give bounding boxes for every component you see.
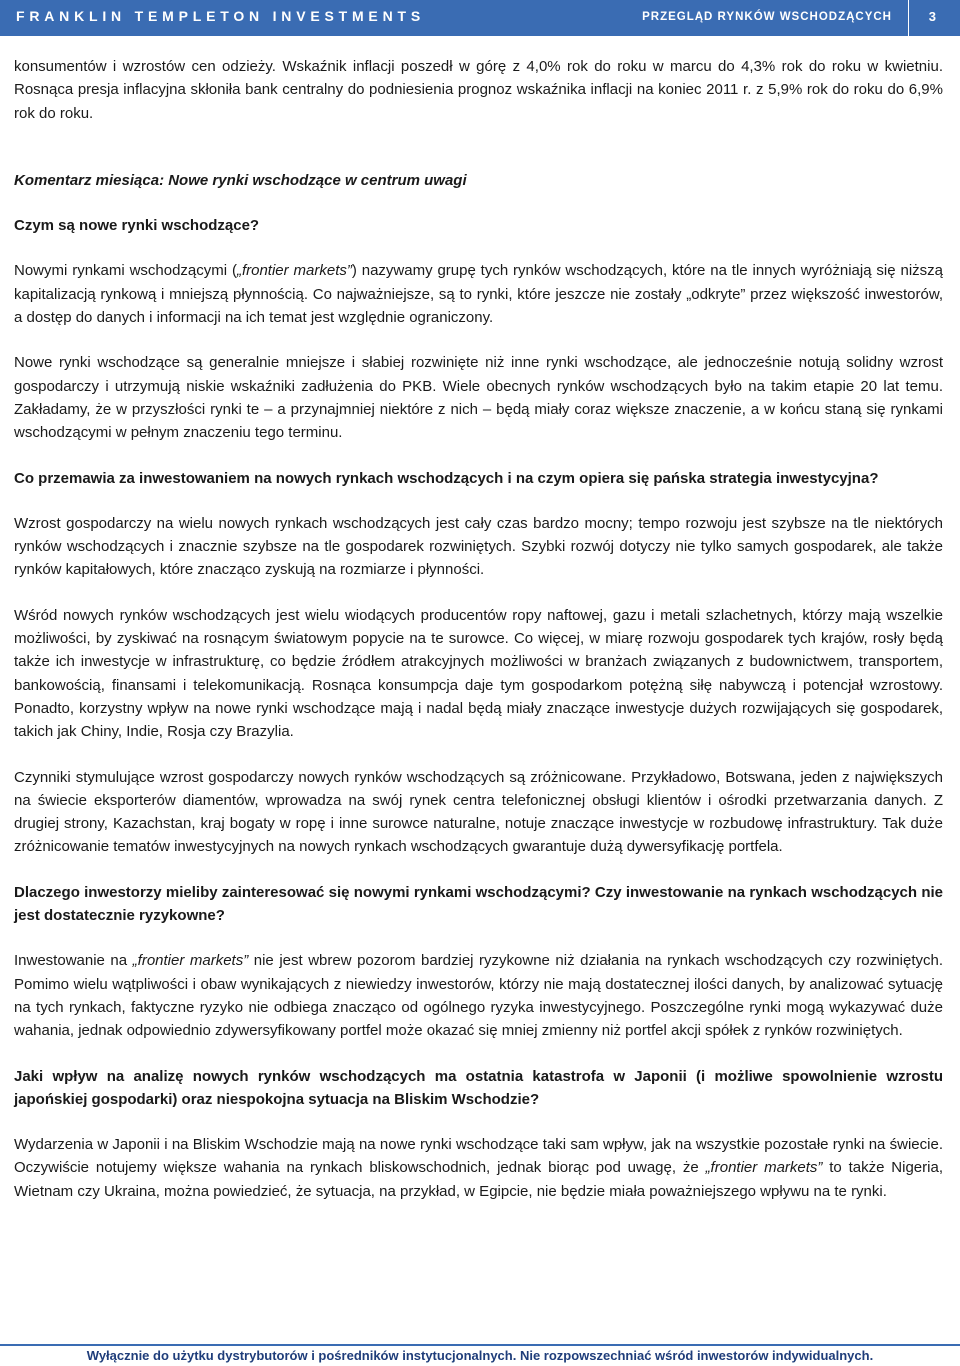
- footer-disclaimer: Wyłącznie do użytku dystrybutorów i pośredników instytucjonalnych. Nie rozpowszechniać wśród inwestorów indywidualnych.: [86, 1348, 874, 1363]
- question-4: Jaki wpływ na analizę nowych rynków wschodzących ma ostatnia katastrofa w Japonii (i możliwe spowolnienie wzrostu japońskiej gospodarki) oraz niespokojna sytuacja na Bliskim Wschodzie?: [14, 1067, 943, 1108]
- term-frontier-markets: „frontier markets”: [236, 262, 352, 280]
- brand-name: FRANKLIN TEMPLETON INVESTMENTS: [16, 8, 425, 24]
- term-frontier-markets: „frontier markets”: [132, 952, 249, 970]
- text-segment: Nowymi rynkami wschodzącymi (: [14, 262, 237, 280]
- answer-1-paragraph-1: [14, 259, 943, 329]
- header-divider: [908, 0, 909, 36]
- text-segment: nie jest wbrew pozorom bardziej ryzykowne niż działania na rynkach wschodzących czy rozwiniętych. Pomimo wielu wątpliwości i obaw wynikających z niewiedzy inwestorów, którzy nie mają dostatecznej ilości danych, by analizować sytuację na tych rynkach, faktyczne ryzyko nie odbiega znacząco od ogólnego ryzyka inwestycyjnego. Poszczególne rynki mogą wykazywać duże wahania, jednak odpowiednio zdywersyfikowany portfel może okazać się mniej zmienny niż portfel akcji spółek z rynków rozwiniętych.: [14, 952, 943, 1040]
- page-number: 3: [928, 9, 936, 24]
- answer-2-paragraph-1: Wzrost gospodarczy na wielu nowych rynkach wschodzących jest cały czas bardzo mocny; tempo rozwoju jest szybsze na tle niektórych rynków wschodzących i znacznie szybsze na tle gospodarek rozwiniętych. Szybki rozwój dotyczy nie tylko samych gospodarek, ale także rynków kapitałowych, które znacząco zyskują na rozmiarze i płynności.: [14, 514, 943, 579]
- question-3: Dlaczego inwestorzy mieliby zainteresować się nowymi rynkami wschodzącymi? Czy inwestowanie na rynkach wschodzących nie jest dostatecznie ryzykowne?: [14, 883, 943, 925]
- answer-1-paragraph-2: Nowe rynki wschodzące są generalnie mniejsze i słabiej rozwinięte niż inne rynki wschodzące, ale jednocześnie notują solidny wzrost gospodarczy i utrzymują niskie wskaźniki zadłużenia do PKB. Wiele obecnych rynków wschodzących było na takim etapie 20 lat temu. Zakładamy, że w przyszłości rynki te – a przynajmniej niektóre z nich – będą miały coraz większe znaczenie, a w końcu staną się rynkami wschodzącymi w pełnym znaczeniu tego terminu.: [14, 354, 943, 442]
- page-header: [0, 0, 960, 36]
- question-1: Czym są nowe rynki wschodzące?: [14, 217, 260, 235]
- text-segment: to także Nigeria, Wietnam czy Ukraina, można powiedzieć, że sytuacja, na przykład, w Egipcie, nie będzie miała poważniejszego wpływu na te rynki.: [14, 1159, 943, 1200]
- page-footer: [0, 1344, 960, 1366]
- answer-2-paragraph-3: Czynniki stymulujące wzrost gospodarczy nowych rynków wschodzących są zróżnicowane. Przykładowo, Botswana, jeden z największych na świecie eksporterów diamentów, wprowadza na swój rynek centra telefonicznej obsługi klientów i ośrodki przetwarzania danych. Z drugiej strony, Kazachstan, kraj bogaty w ropę i inne surowce naturalne, notuje znaczące inwestycje w rozbudowę infrastruktury. Tak duże zróżnicowanie tematów inwestycyjnych na nowych rynkach wschodzących gwarantuje dużą dywersyfikację portfela.: [14, 768, 943, 856]
- answer-2-paragraph-2: Wśród nowych rynków wschodzących jest wielu wiodących producentów ropy naftowej, gazu i metali szlachetnych, którzy mają wszelkie możliwości, by zyskiwać na rosnącym światowym popycie na te surowce. Co więcej, w miarę rozwoju gospodarek tych krajów, rosły będą także ich inwestycje w infrastrukturę, co będzie źródłem atrakcyjnych możliwości w branżach związanych z budownictwem, transportem, bankowością, finansami i telekomunikacją. Rosnąca konsumpcja daje tym gospodarkom potężną siłę nabywczą i potencjał wzrostowy. Ponadto, korzystny wpływ na nowe rynki wschodzące mają i nadal będą miały znaczące inwestycje dużych rozwijających się gospodarek, takich jak Chiny, Indie, Rosja czy Brazylia.: [14, 606, 943, 741]
- section-title: PRZEGLĄD RYNKÓW WSCHODZĄCYCH: [642, 11, 892, 23]
- text-segment: Wydarzenia w Japonii i na Bliskim Wschodzie mają na nowe rynki wschodzące taki sam wpływ, jak na wszystkie pozostałe rynki na świecie. Oczywiście notujemy większe wahania na rynkach bliskowschodnich, jednak biorąc pod uwagę, że: [14, 1136, 943, 1177]
- answer-4-paragraph: [14, 1133, 943, 1203]
- text-segment: Inwestowanie na: [14, 952, 133, 970]
- text-segment: ) nazywamy grupę tych rynków wschodzących, które na tle innych wyróżniają się niższą kapitalizacją rynkową i mniejszą płynnością. Co najważniejsze, są to rynki, które jeszcze nie zostały „odkryte” przez większość inwestorów, a dostęp do danych i informacji na ich temat jest względnie ograniczony.: [14, 262, 943, 327]
- article-body: [14, 55, 943, 1203]
- term-frontier-markets: „frontier markets”: [705, 1159, 823, 1177]
- answer-3-paragraph: [14, 949, 943, 1042]
- comment-heading: Komentarz miesiąca: Nowe rynki wschodzące w centrum uwagi: [14, 171, 467, 189]
- intro-paragraph: konsumentów i wzrostów cen odzieży. Wskaźnik inflacji poszedł w górę z 4,0% rok do roku w marcu do 4,3% rok do roku w kwietniu. Rosnąca presja inflacyjna skłoniła bank centralny do podniesienia prognoz wskaźnika inflacji na koniec 2011 r. z 5,9% rok do roku do 6,9% rok do roku.: [14, 58, 943, 122]
- question-2: Co przemawia za inwestowaniem na nowych rynkach wschodzących i na czym opiera się pańska strategia inwestycyjna?: [14, 469, 879, 487]
